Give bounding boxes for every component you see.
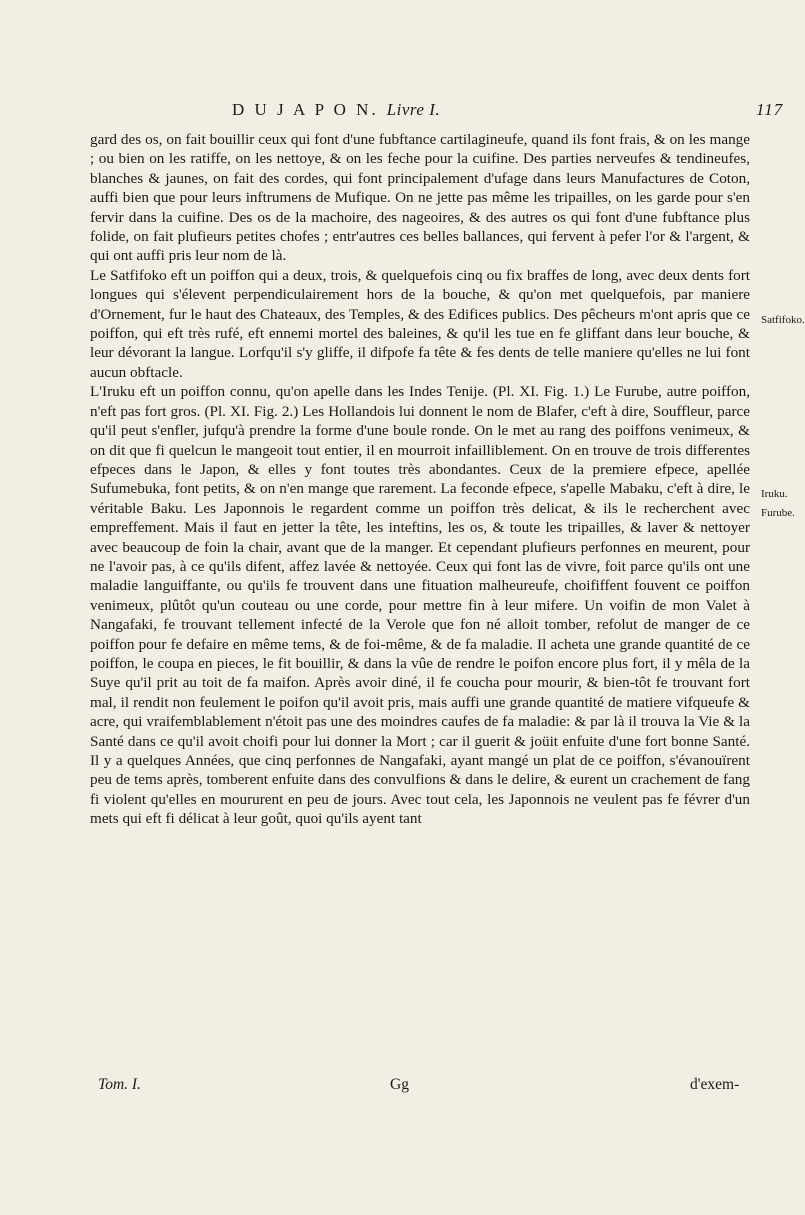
paragraph-2: Le Satfifoko eft un poiffon qui a deux, trois, & quelquefois cinq ou fix braffes de long, avec deux dents fort longues qui s'élevent perpendiculairement hors de la bouche, & qu'on met quelquefois, par maniere d'Ornement, fur le haut des Chateaux, des Temples, & des Edifices publics. Des pêcheurs m'ont apris que ce poiffon, qui eft très rufé, eft ennemi mortel des baleines, & qu'il les tue en fe gliffant dans leur bouche, & leur dévorant la langue. Lorfqu'il s'y gliffe, il difpofe fa tête & fes dents de telle maniere qu'elles ne lui font aucun obftacle. [90, 266, 750, 381]
paragraph-1: gard des os, on fait bouillir ceux qui font d'une fubftance cartilagineufe, quand ils font frais, & on les mange ; ou bien on les ratiffe, on les nettoye, & on les feche pour la cuifine. Des parties nerveufes & tendineufes, blanches & jaunes, on fait des cordes, qui font principalement d'ufage dans leurs Manufactures de Coton, auffi bien que pour leurs inftrumens de Mufique. On ne jette pas même les tripailles, on les garde pour s'en fervir dans la cuifine. Des os de la machoire, des nageoires, & des autres os qui font d'une fubftance plus folide, on fait plufieurs petites chofes ; entr'autres ces belles ballances, qui fervent à pefer l'or & l'argent, & qui ont auffi pris leur nom de là. [90, 131, 750, 265]
running-title [232, 100, 440, 120]
signature-mark: Gg [390, 1076, 409, 1093]
running-title-text: D U J A P O N. [232, 100, 379, 119]
margin-note-furube: Furube. [761, 507, 795, 519]
page-footer [90, 1076, 750, 1098]
margin-note-iruku: Iruku. [761, 488, 788, 500]
book-label: Livre I. [386, 100, 441, 119]
volume-label: Tom. I. [98, 1076, 141, 1093]
margin-note-satfifoko: Satfifoko. [761, 314, 805, 326]
page-number: 117 [756, 100, 784, 119]
paragraph-3: L'Iruku eft un poiffon connu, qu'on apelle dans les Indes Tenije. (Pl. XI. Fig. 1.) Le Furube, autre poiffon, n'eft pas fort gros. (Pl. XI. Fig. 2.) Les Hollandois lui donnent le nom de Blafer, c'eft à dire, Souffleur, parce qu'il peut s'enfler, jufqu'à prendre la forme d'une boule ronde. On le met au rang des poiffons venimeux, & on dit que fi quelcun le mangeoit tout entier, il en mourroit infailliblement. On en trouve de trois differentes efpeces dans le Japon, & elles y font toutes très abondantes. Ceux de la premiere efpece, apellée Sufumebuka, font petits, & on n'en mange que rarement. La feconde efpece, s'apelle Mabaku, c'eft à dire, le véritable Baku. Les Japonnois le regardent comme un poiffon très delicat, & ils le recherchent avec empreffement. Mais il faut en jetter la tête, les inteftins, les os, & toute les tripailles, & laver & nettoyer avec beaucoup de foin la chair, avant que de la manger. Et cependant plufieurs perfonnes en meurent, pour ne l'avoir pas, à ce qu'ils difent, affez lavée & nettoyée. Ceux qui font las de vivre, foit parce qu'ils ont une maladie languiffante, ou qu'ils fe trouvent dans une fituation malheureufe, choififfent fouvent ce poiffon venimeux, plûtôt qu'un couteau ou une corde, pour mettre fin à leur mifere. Un voifin de mon Valet à Nangafaki, fe trouvant tellement infecté de la Verole que fon né alloit tomber, refolut de manger de ce poiffon pour fe defaire en même tems, & de foi-même, & de fa maladie. Il acheta une grande quantité de ce poiffon, le coupa en pieces, le fit bouillir, & dans la vûe de rendre le poifon encore plus fort, il y mêla de la Suye qu'il prit au toit de fa maifon. Après avoir diné, il fe coucha pour mourir, & bien-tôt fe trouvant fort mal, il rendit non feulement le poifon qu'il avoit pris, mais auffi une grande quantité de matiere vifqueufe & acre, qui vraifemblablement n'étoit pas une des moindres caufes de fa maladie: & par là il trouva la Vie & la Santé dans ce qu'il avoit choifi pour lui donner la Mort ; car il guerit & joüit enfuite d'une fort bonne Santé. Il y a quelques Années, que cinq perfonnes de Nangafaki, ayant mangé un plat de ce poiffon, s'évanouïrent peu de tems après, tomberent enfuite dans des convulfions & dans le delire, & eurent un crachement de fang fi violent qu'elles en moururent en peu de jours. Avec tout cela, les Japonnois ne veulent pas fe févrer d'un mets qui eft fi délicat à leur goût, quoi qu'ils ayent tant [90, 383, 750, 828]
body-text [90, 130, 750, 829]
running-header [0, 100, 800, 124]
catchword: d'exem- [690, 1076, 740, 1093]
